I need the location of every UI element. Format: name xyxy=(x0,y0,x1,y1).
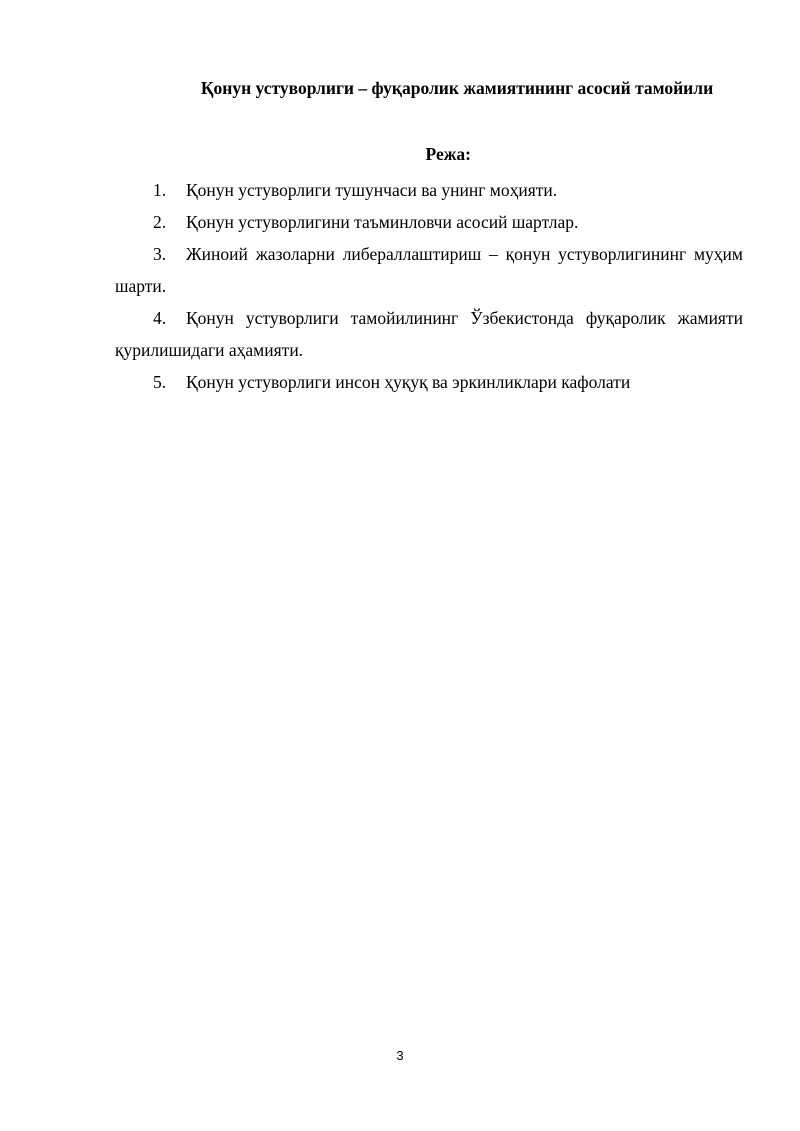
plan-item-5 xyxy=(115,366,743,398)
plan-item-number: 4. xyxy=(153,308,167,328)
page-number: 3 xyxy=(396,1048,404,1063)
document-title: Қонун устуворлиги – фуқаролик жамиятининг асосий тамойили xyxy=(200,78,714,98)
plan-item-number: 1. xyxy=(153,180,167,200)
plan-heading: Режа: xyxy=(425,144,471,164)
plan-item-3 xyxy=(115,238,743,302)
plan-item-text: Жиноий жазоларни либераллаштириш – қонун устуворлигининг муҳим шарти. xyxy=(115,244,743,296)
plan-list xyxy=(115,174,743,398)
plan-item-text: Қонун устуворлиги тамойилининг Ўзбекистонда фуқаролик жамияти қурилишидаги аҳамияти. xyxy=(115,308,743,360)
plan-item-number: 5. xyxy=(153,372,167,392)
plan-item-number: 2. xyxy=(153,212,167,232)
plan-item-1 xyxy=(115,174,743,206)
plan-item-4 xyxy=(115,302,743,366)
plan-item-2 xyxy=(115,206,743,238)
plan-item-number: 3. xyxy=(153,244,167,264)
plan-item-text: Қонун устуворлигини таъминловчи асосий шартлар. xyxy=(186,212,579,232)
plan-item-text: Қонун устуворлиги инсон ҳуқуқ ва эркинликлари кафолати xyxy=(186,372,631,392)
plan-item-text: Қонун устуворлиги тушунчаси ва унинг моҳияти. xyxy=(186,180,558,200)
